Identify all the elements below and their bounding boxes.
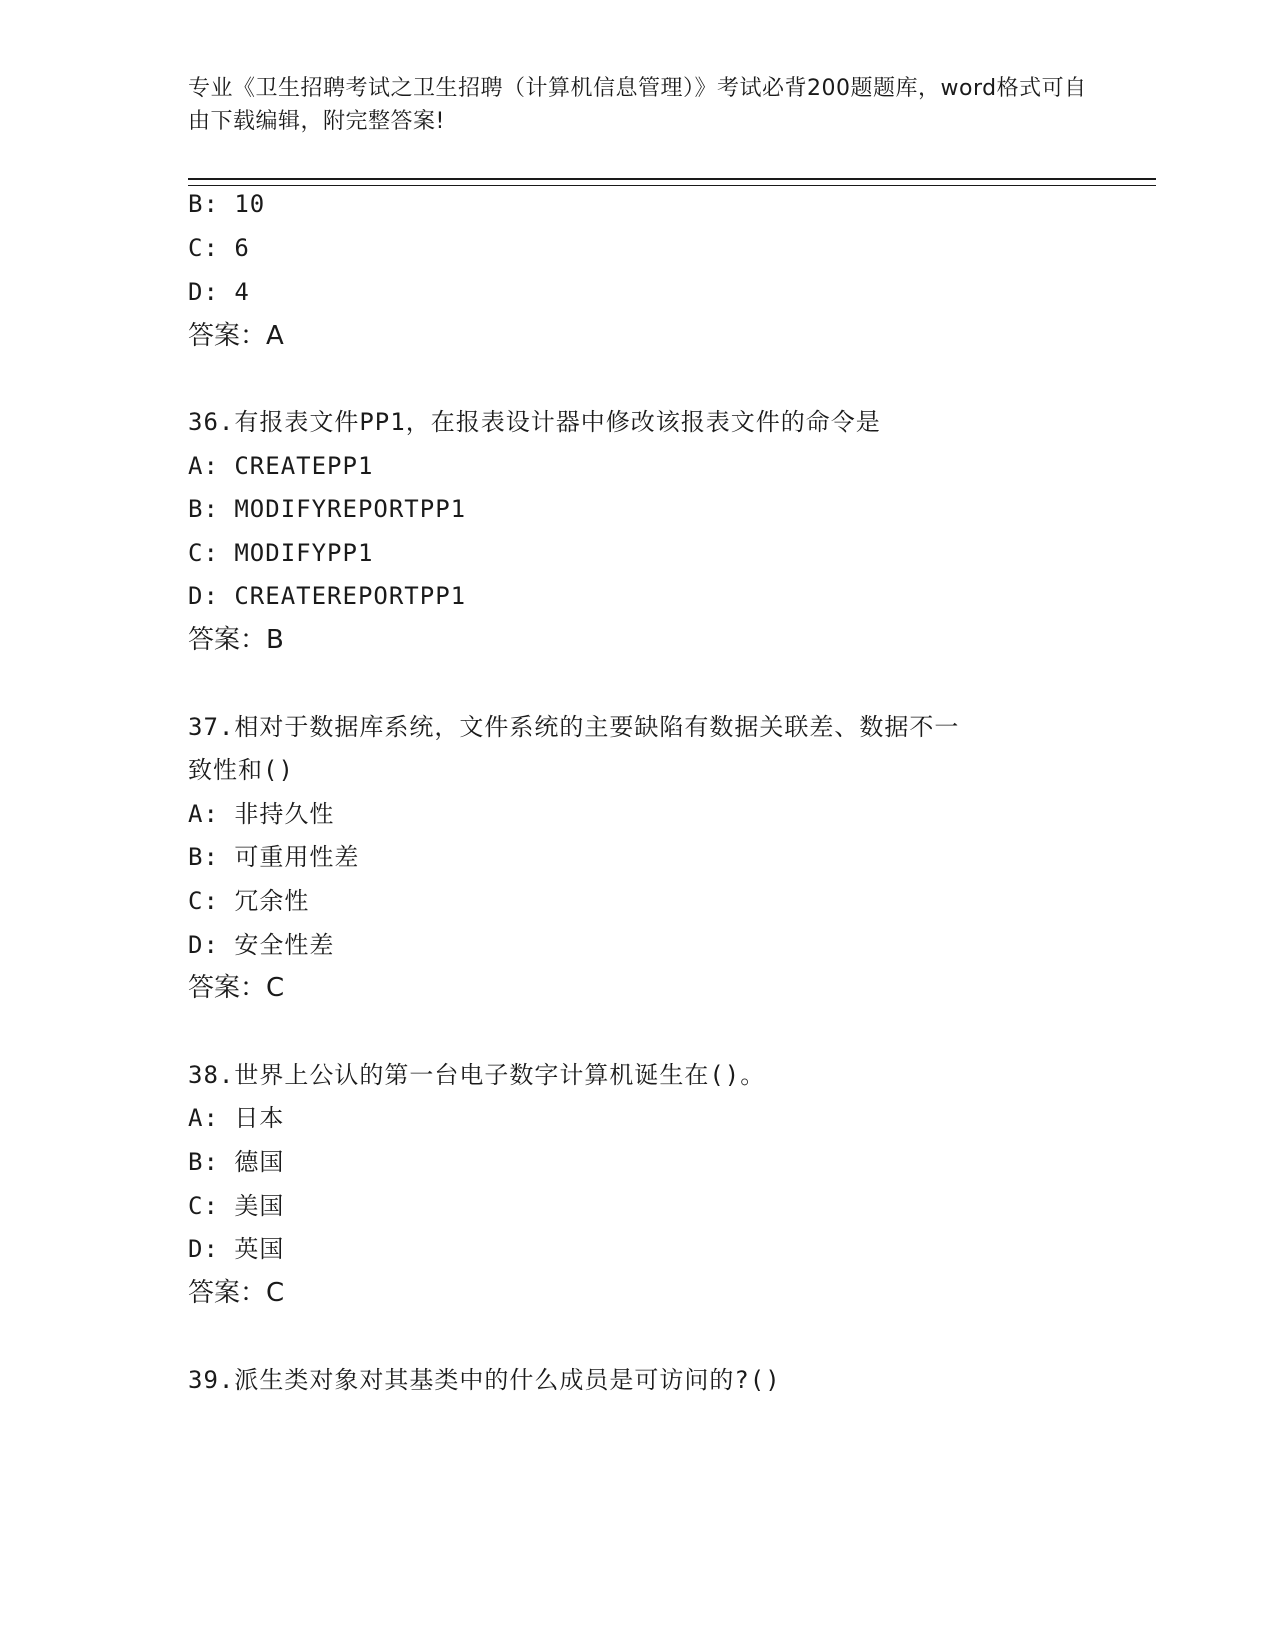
- q35-option-c: C: 6: [188, 234, 250, 262]
- q38-question: 38.世界上公认的第一台电子数字计算机诞生在()。: [188, 1061, 766, 1089]
- q38-answer: 答案：C: [188, 1278, 285, 1308]
- q39-question: 39.派生类对象对其基类中的什么成员是可访问的?(): [188, 1366, 781, 1394]
- q38-option-d: D: 英国: [188, 1235, 285, 1263]
- q35-option-b: B: 10: [188, 190, 266, 218]
- q38-option-a: A: 日本: [188, 1104, 285, 1132]
- q35-option-d: D: 4: [188, 278, 250, 306]
- q37-option-b: B: 可重用性差: [188, 843, 360, 871]
- q36-option-b: B: MODIFYREPORTPP1: [188, 495, 467, 523]
- q36-option-d: D: CREATEREPORTPP1: [188, 582, 467, 610]
- q37-option-c: C: 冗余性: [188, 887, 310, 915]
- q36-answer: 答案：B: [188, 625, 284, 655]
- header-divider: [188, 178, 1156, 186]
- q37-option-a: A: 非持久性: [188, 800, 335, 828]
- page-header: 专业《卫生招聘考试之卫生招聘（计算机信息管理）》考试必背200题题库，word格式可自由下载编辑，附完整答案!: [188, 76, 1087, 134]
- q36-question: 36.有报表文件PP1，在报表设计器中修改该报表文件的命令是: [188, 408, 881, 436]
- q38-option-c: C: 美国: [188, 1192, 285, 1220]
- q38-option-b: B: 德国: [188, 1148, 285, 1176]
- q37-question-line2: 致性和(): [188, 756, 294, 784]
- q37-option-d: D: 安全性差: [188, 931, 335, 959]
- q37-question-line1: 37.相对于数据库系统，文件系统的主要缺陷有数据关联差、数据不一: [188, 713, 960, 741]
- q35-answer: 答案：A: [188, 321, 284, 351]
- q37-answer: 答案：C: [188, 973, 285, 1003]
- q36-option-a: A: CREATEPP1: [188, 452, 374, 480]
- q36-option-c: C: MODIFYPP1: [188, 539, 374, 567]
